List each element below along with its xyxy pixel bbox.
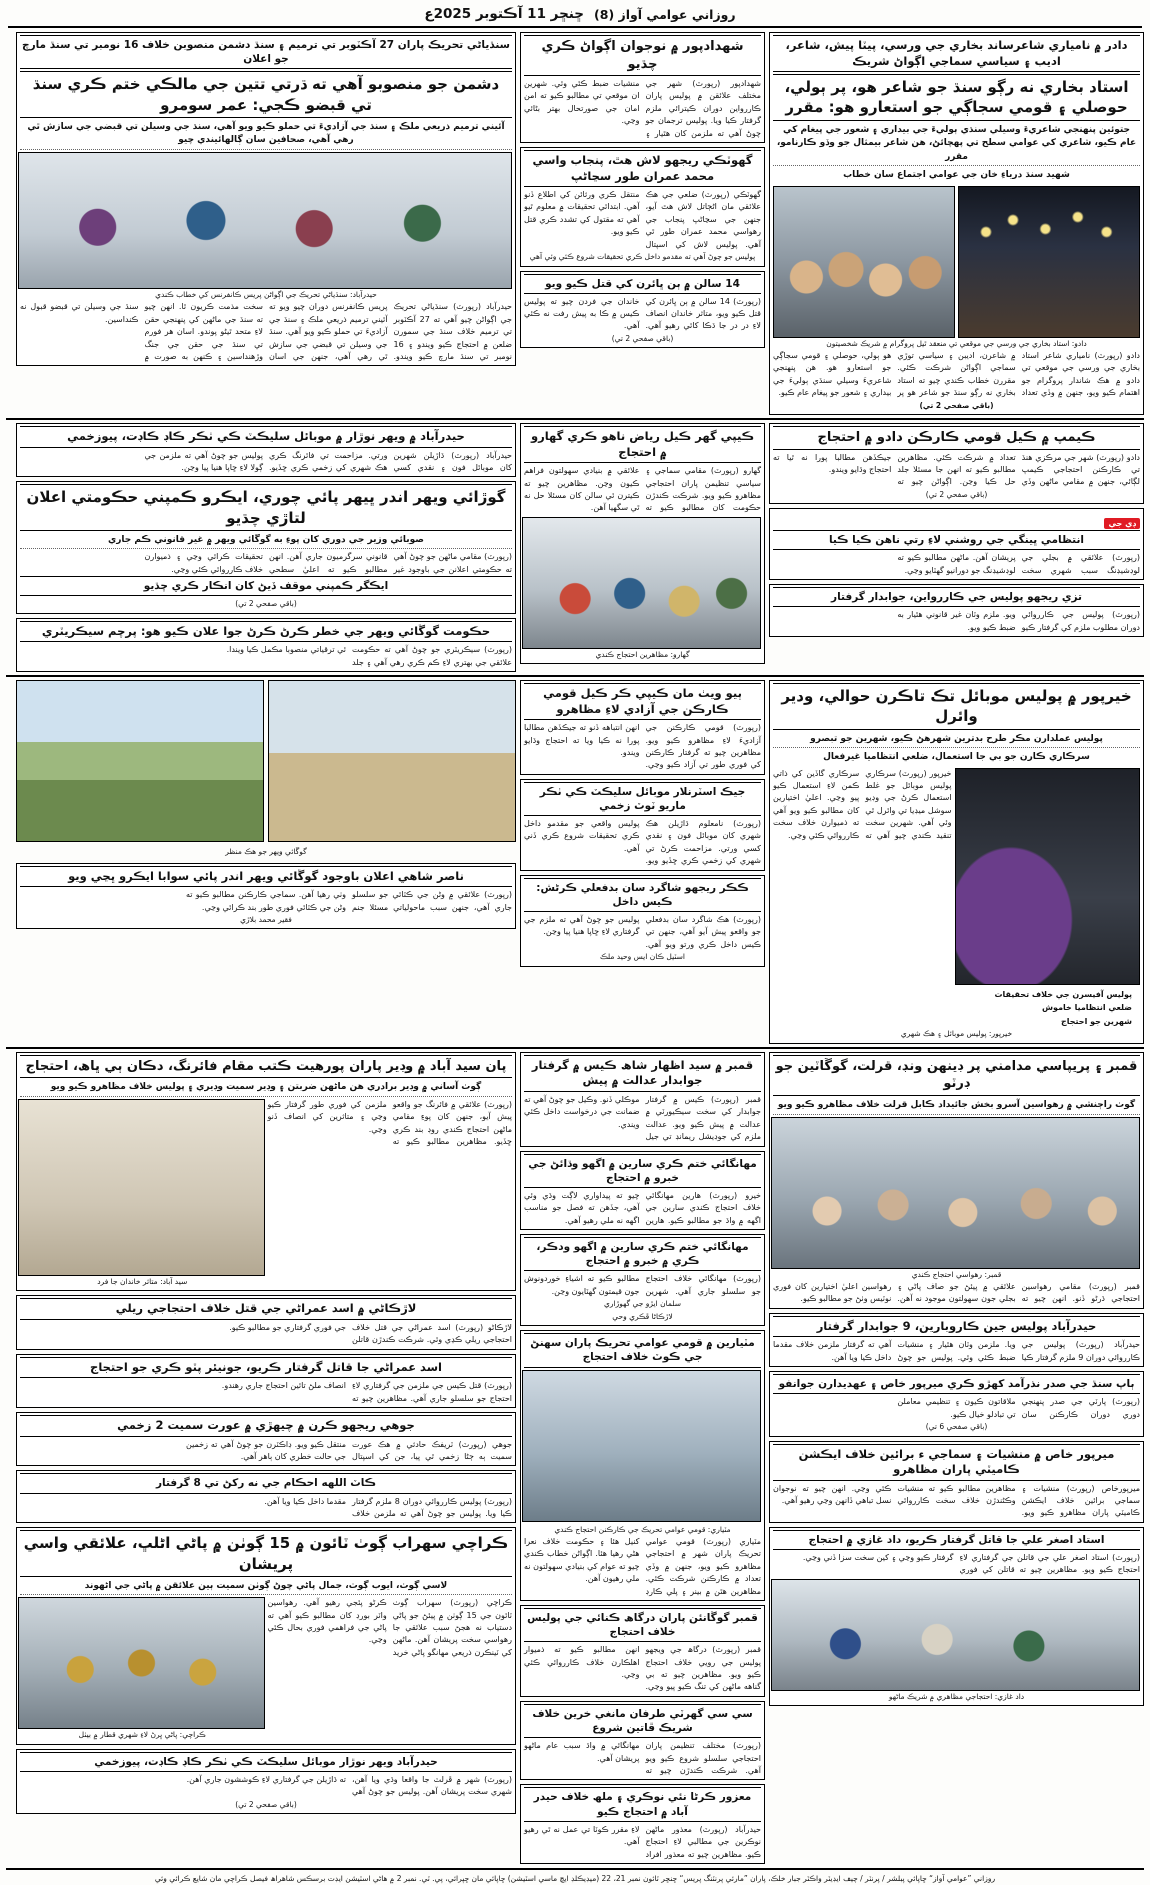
camp-protest-body: دادو (رپورٽ) شهر جي مرڪزي هنڌ تي ڪارڪنن احتجاجي ڪيمپ لڳائي، جنهن ۾ مقامي ماڻهن وڏي تعداد ۾ شرڪت ڪئي. مظاهرين مطالبو ڪيو ته انهن جا مسئلا جلد حل ڪيا وڃن. اڳواڻن چيو ته جيڪڏهن مطالبا پورا نه ٿيا ته احتجاج وڌايو ويندو. — [773, 452, 1140, 487]
article-unemployment — [520, 1784, 765, 1864]
unemployment-headline: معزور ڪرڻا نئي نوڪري ۽ ملھ خلاف حيدر آباد ۾ احتجاج ڪيو — [524, 1787, 761, 1821]
sindhiani-sub: آئيني ترميم ذريعي ملڪ ۽ سنڌ جي آزاديءَ تي حملو ڪيو ويو آهي، سنڌ جي وسيلن تي قبضي جي سازش ٿي رهي آهي، صحافين سان ڳالهائيندي چيو — [20, 120, 512, 150]
larkana2-headline: اسد عمراڻي جا قاتل گرفتار ڪريو، جونيئر پٽو ڪري جو احتجاج — [20, 1357, 512, 1379]
article-dargah — [520, 1605, 765, 1697]
article-martyrs — [520, 32, 765, 143]
third-section — [6, 680, 1144, 1044]
mehngai2-headline: مهانگائي ختم ڪري سارين ۾ اگهو ودڪر، ڪري ۾ خبرو ۾ احتجاج — [524, 1237, 761, 1271]
bab-continue: (باقي صفحي 6 تي) — [925, 1422, 988, 1432]
sgi-body: (رپورٽ) مختلف تنظيمن پاران احتجاجي سلسلو شروع ڪيو ويو آهي. شرڪت ڪندڙن چيو ته مهانگائي ۾ واڌ سبب عام ماڻهو پريشان آهي. — [524, 1741, 761, 1775]
article-firing — [16, 1052, 516, 1292]
qamber-dharna-headline: قمبر ۽ پريپاسي مدامني پر ڊينهن ونڊ، قرلت، گوڱاٽين جو ڊرٽو — [773, 1055, 1140, 1096]
jail-headline: ڪاٽ اللهه احڪام جي نه رکڻ تي 8 گرفتار — [20, 1473, 512, 1493]
photo-water-queue — [18, 1597, 265, 1729]
qamber-dharna-sub: گوٺ راڄنشي ۾ رهواسين آسرو بخش جائيداد ڪابل قرلت خلاف مظاهرو ڪيو ويو — [773, 1098, 1140, 1115]
camp-protest-headline: ڪيمپ ۾ ڪيل قومي ڪارڪن دادو ۾ احتجاج — [773, 426, 1140, 450]
list-item: ضلعي انتظاميا خاموش — [1042, 1003, 1132, 1013]
karachi-sub: لاسي ڳوٺ، ايوب ڳوٺ، جمال پاڻي چوڻ ڳوٺن سميت ٻين علائقن ۾ پاڻي جي اڻهوند — [20, 1579, 512, 1596]
hyd-mobile-continue: (باقي صفحي 2 تي) — [235, 1799, 297, 1809]
article-jail — [16, 1470, 516, 1523]
police-arrest-body: (رپورٽ) پوليس جي ڪارروائي دوران مطلوب ملزم کي گرفتار ڪيو ويو. ملزم وٽان غير قانوني هٿيار به ضبط ڪيو ويو. — [897, 610, 1140, 632]
karachi-headline: ڪراچي سهراب ڳوٺ ٽائون ۾ 15 ڳوٺن ۾ پاڻي اڻلڀ، علائقي واسي پريشان — [20, 1530, 512, 1577]
gov-gutter-body: (رپورٽ) سيڪريٽري جو چوڻ آهي ته حڪومت علائقي جي بهتري لاءِ ڪم ڪري رهي آهي ۽ جلد ئي ترقياتي منصوبا مڪمل ڪيا ويندا. — [226, 645, 512, 667]
poet-event-body: دادو (رپورٽ) نامياري شاعر استاد بخاري جي ورسي جي موقعي تي دادو ۾ هڪ شاندار پروگرام جو اهتمام ڪيو ويو، جنهن ۾ وڏي تعداد ۾ شاعرن، اديبن ۽ سياسي توڙي سماجي اڳواڻن شرڪت ڪئي. مقررن خطاب ڪندي چيو ته استاد بخاري نه رڳو سنڌ جو شاعر هو پر هو ٻولي، حوصلي ۽ قومي سجاڳي جو استعارو هو. هن پنهنجي شاعريءَ وسيلي سنڌي ٻوليءَ جي بيداري ۽ شعور جو پيغام عام ڪيو. — [773, 351, 1140, 398]
qamber-dharna-caption: قمبر: رهواسي احتجاج ڪندي — [911, 1269, 1002, 1279]
body-found-headline: گهوٽڪي ريجھو لاش هٿ، پنجاب واسي محمد عمران طور سڃاڻپ — [524, 150, 761, 187]
gutter-sub: صوبائي وزير جي دوري کان پوءِ به گوڱائي ويھر ۾ غير قانوني ڪم جاري — [20, 533, 512, 550]
khairpur-bullets — [773, 988, 1132, 1029]
martyrs-body: شهدادپور (رپورٽ) شهر جي مختلف علائقن ۾ پوليس پاران ڪاررواين دوران ڪيترائي ملزم گرفتار ڪيا ويا. پوليس ترجمان جو چوڻ آهي ته ملزمن کان هٿيار ۽ منشيات ضبط ڪئي وئي. شهرين ان موقعي تي مطالبو ڪيو ته امن امان جي صورتحال بهتر بڻائي وڃي. — [524, 79, 761, 138]
article-sgi — [520, 1701, 765, 1781]
firing-caption: سيد آباد: متاثر خاندان جا فرد — [97, 1276, 188, 1286]
larkana-body: لاڙڪاڻو (رپورٽ) اسد عمراڻي جي قتل خلاف احتجاجي ريلي ڪڍي وئي. شرڪت ڪندڙن قاتلن جي فوري گرفتاري جو مطالبو ڪيو. — [229, 1322, 512, 1345]
article-camp-protest — [769, 423, 1144, 504]
dargah-headline: قمبر گوڱانئن پاران درگاھ ڪنائي جي پوليس خلاف احتجاج — [524, 1608, 761, 1642]
khairpur-headline: خيرپور ۾ پوليس موبائل تڪ تاڪرن حوالي، ودير وائرل — [773, 683, 1140, 730]
hyd-mobile-body: (رپورٽ) شهر ۾ ڦرلٽ جا واقعا وڌي ويا آهن، شهري سخت پريشان آهن. پوليس جو چوڻ آهي ته ڌاڙيلن جي گرفتاري لاءِ ڪوششون جاري آهن. — [186, 1774, 512, 1797]
section-divider-3 — [6, 1047, 1144, 1049]
sindhiani-body: حيدرآباد (رپورٽ) سنڌياڻي تحريڪ جي اڳواڻن چيو آهي ته 27 آڪٽوبر تي ترميم خلاف سنڌ جي سمورن ضلعن ۾ احتجاج ڪيو ويندو ۽ 16 نومبر تي سنڌ مارچ ڪيو ويندو. پريس ڪانفرنس دوران چيو ويو ته آئيني ترميم ذريعي ملڪ ۽ سنڌ جي آزاديءَ تي حملو ڪيو ويو آهي. سنڌ جي وسيلن تي قبضي جي سازش ٿي رهي آهي، جنهن جي اسان سخت مذمت ڪريون ٿا. انهن چيو ته سنڌ جي ماڻهن کي پنهنجي حقن لاءِ متحد ٿيڻو پوندو. اسان هر فورم تي سنڌ جي حقن جي جنگ وڙهنداسين ۽ ڪنهن به صورت ۾ سنڌ جي وسيلن تي قبضو قبول نه ڪنداسين. — [20, 302, 512, 361]
martyrs-headline: شهدادپور ۾ نوجوان اڳواڻ ڪري چڌيو — [524, 35, 761, 76]
article-camp-gher — [520, 423, 765, 664]
article-mirpur — [769, 1441, 1144, 1523]
hyd-robbery-body: حيدرآباد (رپورٽ) ڌاڙيلن شهرين کان موبائل فون ۽ نقدي کسي ورتي. مزاحمت تي فائرنگ ڪري هڪ شهري کي زخمي ڪري ڇڏيو. پوليس جو چوڻ آهي ته ملزمن جي ڳولا لاءِ ڇاپا هنيا پيا وڃن. — [144, 450, 512, 472]
section-divider-1 — [6, 418, 1144, 420]
accident-headline: جوهي ريجھو ڪرن ۾ چيھڙي ۾ عورت سميت 2 زخمي — [20, 1415, 512, 1437]
second-section — [6, 423, 1144, 672]
tree-byline: فقير محمد بلاڙي — [240, 914, 292, 924]
masthead-date: ڇنڇر 11 آڪتوبر 2025ع — [424, 6, 585, 22]
anti-terror-body: (رپورٽ) علائقي ۾ بجلي جي لوڊشيڊنگ سبب شهري سخت پريشان آهن. ماڻهن مطالبو ڪيو ته لوڊشيڊنگ جو دورانيو گهٽايو وڃي. — [897, 553, 1140, 575]
article-freedom-march — [520, 680, 765, 775]
article-gov-gutter — [16, 618, 516, 672]
article-hyd-robbery — [16, 423, 516, 477]
camp-gher-caption: گھارو: مظاهرين احتجاج ڪندي — [595, 649, 690, 659]
fourth-section — [6, 1052, 1144, 1864]
ustad-headline: استاد اصغر علي جا قاتل گرفتار ڪريو، داد غازي ۾ احتجاج — [773, 1530, 1140, 1550]
poet-event-continue: (باقي صفحي 2 تي) — [919, 400, 994, 410]
photo-ustad-protest — [771, 1579, 1140, 1691]
article-qamber-dharna — [769, 1052, 1144, 1309]
photo-gas-protest — [522, 1370, 761, 1522]
firing-sub: ڳوٺ آساني ۾ وڊير برادري هن ماڻهن ضربتن ۽ وڊير سميت وڊيري ۽ پوليس خلاف مظاهرو ڪيو ويو — [20, 1080, 512, 1097]
killing-headline: 14 سالن ۾ ٻن ڀائرن کي قتل ڪيو ويو — [524, 274, 761, 294]
sgi-headline: سي سي گهرٽي طرفان مانغي خرين خلاف شريڪ ڦاتين شروع — [524, 1704, 761, 1738]
mirpur-body: ميرپورخاص (رپورٽ) منشيات ۽ سماجي برائين خلاف ايڪشن ڪاميٽي پاران مظاهرو ڪيو ويو. مظاهرين مطالبو ڪيو ته منشيات وڪڻندڙن خلاف سخت ڪارروائي ڪئي وڃي. انهن چيو ته نوجوان نسل تباهي ڏانهن وڃي رهيو آهي. — [773, 1483, 1140, 1518]
larkana-headline: لاڙڪاڻي ۾ اسد عمراڻي جي قتل خلاف احتجاجي ريلي — [20, 1298, 512, 1320]
bab-body: (رپورٽ) پارٽي جي صدر پنهنجي دوري دوران ڪارڪنن سان ملاقاتون ڪيون ۽ تنظيمي معاملن تي تبادلو خيال ڪيو. — [897, 1397, 1140, 1419]
gas-protest-caption: مٽياري: قومي عوامي تحريڪ جي ڪارڪنن احتجاج ڪندي — [554, 1524, 731, 1534]
poet-event-caption: دادو: استاد بخاري جي ورسي جي موقعي تي منعقد ٿيل پروگرام ۾ شريڪ شخصيتون — [826, 338, 1087, 348]
gas-protest-headline: مٽيارين ۾ قومي عوامي تحريڪ پاران سهنڻ جي ڪوٽ خلاف احتجاج — [524, 1333, 761, 1367]
camp-protest-continue: (باقي صفحي 2 تي) — [925, 489, 988, 499]
article-body-found — [520, 147, 765, 266]
article-karachi — [16, 1527, 516, 1745]
robbery-headline: جيڪ اسٽرنلار موبائل سليڪٽ ڪي ٺڪر ماريو ٽوٽ زخمي — [524, 782, 761, 816]
student-body: (رپورٽ) هڪ شاگرد سان بدفعلي جو واقعو پيش آيو آهي، جنهن تي ڪيس داخل ڪري ورتو ويو آهي. پوليس جو چوڻ آهي ته ملزم جي گرفتاري لاءِ ڇاپا هنيا پيا وڃن. — [524, 914, 761, 949]
hyd-mobile-headline: حيدرآباد ويھر نوڙار موبائل سليڪٽ ڪي ٺڪر ڪاڊ ڪاڊت، پيوزخمي — [20, 1752, 512, 1772]
bab-headline: ٻاپ سنڌ جي صدر نذرآمد کھڙو ڪري ميرپور خاص ۽ عهديدارن جوانفو — [773, 1374, 1140, 1394]
article-accident — [16, 1412, 516, 1466]
list-item: شهرين جو احتجاج — [1061, 1016, 1132, 1026]
mirpur-headline: ميرپور خاص ۾ منشيات ۽ سماجي ء برائين خلاف ايڪشن ڪاميٽي پاران مظاهرو — [773, 1444, 1140, 1481]
article-tree — [16, 863, 516, 930]
court-body: قمبر (رپورٽ) ڪيس ۾ گرفتار جوابدار کي سخت سيڪيورٽي ۾ عدالت ۾ پيش ڪيو ويو. عدالت ملزم کي جوڊيشل ريمانڊ تي جيل موڪلي ڏنو. وڪيل جو چوڻ آهي ته ضمانت جي درخواست داخل ڪئي ويندي. — [524, 1094, 761, 1142]
article-bab — [769, 1371, 1144, 1436]
poet-event-kicker: دادر ۾ نامياري شاعرساند بخاري جي ورسي، پيٽا پيش، شاعر، اديب ۽ سياسي سماجي اڳواڻ شريڪ — [773, 35, 1140, 72]
mehnga-body: خيرو (رپورٽ) هارين مهانگائي خلاف احتجاج ڪندي سارين جي اگهه ۾ واڌ جو مطالبو ڪيو. هارين چيو ته پيداواري لاڳت وڌي وئي آهي، جڏهن ته فصل جو مناسب اگهه نه ملي رهيو آهي. — [524, 1190, 761, 1225]
mehngai2-byline2: لاڙڪاڻا ڦڪري وحي — [612, 1311, 673, 1321]
sindhiani-caption: حيدرآباد: سنڌياڻي تحريڪ جي اڳواڻن پريس ڪانفرنس کي خطاب ڪندي — [155, 289, 377, 299]
firing-headline: پان سيد آباد ۾ وڊير پاران پورهيت ڪتب مقام فائرنگ، دڪان ٻي ڀاھ، احتجاج — [20, 1055, 512, 1079]
article-killing — [520, 271, 765, 349]
khairpur-caption: خيرپور: پوليس موبائل ۽ هڪ شهري — [900, 1029, 1013, 1039]
photo-gher-protest — [522, 517, 761, 649]
tree-headline: ناصر شاھي اعلان باوجود گوڱائي ويھر اندر پائي سوابا ايڪرو ڀڃي ويو — [20, 866, 512, 888]
article-larkana — [16, 1295, 516, 1349]
photo-dry-trees — [268, 680, 516, 842]
poet-event-headline: استاد بخاري نه رڳو سنڌ جو شاعر هو، پر ٻولي، حوصلي ۽ قومي سجاڳي جو استعارو هو: مقرر — [773, 74, 1140, 121]
sindhiani-headline: دشمن جو منصوبو آهي ته ڌرتي تتين جي مالڪي ختم ڪري سنڌ تي قبضو ڪجي: عمر سومرو — [20, 71, 512, 118]
dargah-body: قمبر (رپورٽ) درگاھ جي ويجهو پوليس جي رويي خلاف احتجاج ڪيو ويو. مظاهرين چيو ته بي گناهه ماڻهن کي تنگ ڪيو پيو وڃي. انهن مطالبو ڪيو ته ذميوار اهلڪارن خلاف ڪارروائي ڪئي وڃي. — [524, 1645, 761, 1692]
article-larkana2 — [16, 1354, 516, 1408]
sindhiani-kicker: سنڌياڻي تحريڪ پاران 27 آڪٽوبر تي ترميم ۽ سنڌ دشمن منصوبن خلاف 16 نومبر تي سنڌ مارچ جو اعلان — [20, 35, 512, 69]
accident-body: جوهي (رپورٽ) ٽريفڪ حادثي ۾ هڪ عورت سميت ٻه ڄڻا زخمي ٿي پيا، جن کي اسپتال منتقل ڪيو ويو. ڊاڪٽرن جو چوڻ آهي ته زخمين جي حالت خطري کان ٻاهر آهي. — [186, 1439, 512, 1461]
photo-press-conference — [18, 152, 512, 289]
article-ustad — [769, 1527, 1144, 1706]
khairpur-sub2: سرڪاري ڪارن جو بي جا استعمال، ضلعي انتظاميا غيرفعال — [823, 752, 1090, 763]
article-khairpur — [769, 680, 1144, 1044]
article-gutter — [16, 481, 516, 613]
article-sindhiani — [16, 32, 516, 366]
gov-gutter-headline: حڪومت گوڱائي ويھر جي خطر ڪرڻ ڪرڻ جوا علان ڪيو هو: پرچم سيڪريٽري — [20, 621, 512, 643]
qamber-dharna-body: قمبر (رپورٽ) مقامي رهواسين احتجاجي ڌرڻو ڏنو. انهن چيو ته علائقي ۾ پيئڻ جو صاف پاڻي ۽ بجلي جون سهولتون موجود نه آهن. رهواسين اعليٰ اختيارين کان فوري نوٽيس وٺڻ جو مطالبو ڪيو. — [773, 1282, 1140, 1304]
article-mehngai2 — [520, 1234, 765, 1326]
killing-continue: (باقي صفحي 2 تي) — [611, 333, 674, 343]
masthead — [8, 4, 1142, 28]
ustad-caption: داد غازي: احتجاجي مظاهري ۾ شريڪ ماڻهو — [888, 1691, 1025, 1701]
photo-green-field — [16, 680, 264, 842]
ustad-body: (رپورٽ) استاد اصغر علي جي قاتلن جي گرفتاري لاءِ احتجاج ڪيو ويو. مظاهرين چيو ته قاتلن کي فوري گرفتار ڪيو وڃي ۽ کين سخت سزا ڏني وڃي. — [802, 1552, 1140, 1575]
article-gas-protest — [520, 1330, 765, 1601]
article-hyd-police — [769, 1313, 1144, 1367]
hyd-robbery-headline: حيدرآباد ۾ ويھر نوڙار ۾ موبائل سليڪٽ ڪي ٺڪر ڪاڊ ڪاڊت، پيوزخمي — [20, 426, 512, 448]
khairpur-body: خيرپور (رپورٽ) سرڪاري پوليس موبائل جو غلط استعمال ڪرڻ جي وڊيو سوشل ميڊيا تي وائرل ٿي وئي آهي. شهرين سخت تنقيد ڪندي چيو آهي ته سرڪاري گاڏين کي ذاتي ڪمن لاءِ استعمال ڪيو پيو وڃي. اعليٰ اختيارين کان مطالبو ڪيو ويو آهي ته ذميوارن خلاف سخت ڪارروائي ڪئي وڃي. — [773, 768, 952, 840]
article-mehnga — [520, 1151, 765, 1231]
student-byline: اسٽيل ڪان ايس وحيد ملڪ — [599, 952, 685, 962]
article-police-arrest — [769, 584, 1144, 637]
anti-terror-headline: انتظامي ڀينگي جي روشني لاءِ رتي ناهن ڪيا ڪيا — [773, 530, 1140, 550]
karachi-caption: ڪراچي: پاڻي ڀرڻ لاءِ شهري قطار ۾ بيٺل — [78, 1730, 206, 1740]
killing-body: (رپورٽ) 14 سالن ۾ ٻن ڀائرن کي قتل ڪيو ويو، متاثر خاندان انصاف لاءِ در در جا ڌڪا کائي رهيو آهي. خاندان جي فردن چيو ته پوليس ڪيس ۾ ڪا به پيش رفت نه ڪئي آهي. — [524, 296, 761, 331]
article-court — [520, 1052, 765, 1147]
mehngai2-body: (رپورٽ) مهانگائي خلاف احتجاج جو سلسلو جاري آهي. شهرين مطالبو ڪيو ته اشياءِ خوردونوش جون قيمتون گهٽايون وڃن. — [524, 1274, 761, 1296]
article-student — [520, 875, 765, 967]
karachi-body: ڪراچي (رپورٽ) سهراب ڳوٺ ٽائون جي 15 ڳوٺن ۾ پيئڻ جو پاڻي دستياب نه هجڻ سبب علائقي جا رهواسي سخت پريشان آهن. ماڻهن کي ٽينڪرن ذريعي مهانگو پاڻي خريد ڪرڻو پئجي رهيو آهي. رهواسين واٽر بورڊ کان مطالبو ڪيو آهي ته پاڻي جي فراهمي فوري بحال ڪئي وڃي. — [267, 1598, 512, 1657]
gutter-body: (رپورٽ) مقامي ماڻهن جو چوڻ آهي ته حڪومتي اعلانن جي باوجود غير قانوني سرگرميون جاري آهن. انهن مطالبو ڪيو ته اعليٰ سطحي تحقيقات ڪرائي وڃي ۽ ذميوارن خلاف ڪارروائي ڪئي وڃي. — [144, 552, 512, 574]
poet-event-sub2: شهيد سنڌ درياءِ خان جي عوامي اجتماع سان خطاب — [843, 170, 1070, 181]
gas-protest-body: مٽياري (رپورٽ) قومي عوامي تحريڪ پاران شهر ۾ احتجاجي مظاهرو ڪيو ويو، جنهن ۾ وڏي تعداد ۾ ڪارڪنن شرڪت ڪئي. مظاهرين هٿن ۾ بينر ۽ پلي ڪارڊ کنيل هئا ۽ حڪومت خلاف نعرا هڻي رهيا هئا. اڳواڻن خطاب ڪندي چيو ته عوام کي بنيادي سهولتون نه ملي رهيون آهن. — [524, 1537, 761, 1596]
photo-qamber-group — [771, 1117, 1140, 1269]
camp-gher-headline: ڪيپي گھر ڪيل رياض ناهو ڪري گھارو ۾ احتجاج — [524, 426, 761, 463]
police-arrest-headline: تزي ريجھو پوليس جي ڪاررواين، جوابدار گرفتار — [773, 587, 1140, 607]
gutter-headline: گوڙائي ويھر اندر ڀيھر پائي چوري، ايڪرو ڪمپني حڪومتي اعلان لتاڙي چڌيو — [20, 484, 512, 531]
article-robbery — [520, 779, 765, 871]
article-poet-event — [769, 32, 1144, 415]
poet-event-sub: جتوئين پنهنجي شاعريءَ وسيلي سنڌي ٻوليءَ جي بيداري ۽ شعور جي پيغام کي عام ڪيو، شاعري کي عوامي سطح تي پهچائڻ، هن شاعر بيمثال جو وڏو ڪارنامو، مقرر — [773, 123, 1140, 167]
body-found-body: گهوٽڪي (رپورٽ) ضلعي جي هڪ علائقي مان اڻڄاتل لاش هٿ آيو، جنهن جي سڃاڻپ پنجاب جي رهواسي محمد عمران طور ٿي آهي. پوليس لاش کي اسپتال منتقل ڪري ورثائن کي اطلاع ڏنو آهي. ابتدائي تحقيقات ۾ معلوم ٿيو آهي ته مقتول کي تشدد ڪري قتل ڪيو ويو. — [524, 190, 761, 249]
gutter-continue: (باقي صفحي 2 تي) — [235, 599, 297, 609]
tree-body: (رپورٽ) علائقي ۾ وڻن جي ڪٽائي جو سلسلو جاري آهي، جنهن سبب ماحولياتي مسئلا جنم وٺي رهيا آهن. سماجي ڪارڪنن مطالبو ڪيو ته وڻن جي ڪٽائي فوري طور بند ڪرائي وڃي. — [186, 890, 512, 912]
mehngai2-byline: سلمان ايڙو جي گهوڙاري — [604, 1299, 681, 1309]
hyd-police-body: حيدرآباد (رپورٽ) پوليس جي ڪارروائي دوران 9 ملزم گرفتار ڪيا ويا. ملزمن وٽان هٿيار ۽ منشيات ضبط ڪئي وئي. پوليس جو چوڻ آهي ته گرفتار ملزمن خلاف مقدما داخل ڪيا ويا آهن. — [773, 1340, 1140, 1362]
gov-gutter-caption: گوڱائي ويھر جو هڪ منظر — [225, 847, 307, 857]
article-hyd-mobile — [16, 1749, 516, 1814]
top-section — [6, 32, 1144, 415]
larkana2-body: (رپورٽ) قتل ڪيس جي ملزمن جي گرفتاري لاءِ احتجاج جو سلسلو جاري آهي. مظاهرين چيو ته انصاف ملڻ تائين احتجاج جاري رهندو. — [221, 1381, 512, 1403]
khairpur-sub: پوليس عملدارن مڪر طرح بدترين شهرهڻ ڪيو، شهرين جو تبصرو — [773, 732, 1140, 749]
article-anti-terror — [769, 508, 1144, 580]
camp-gher-body: گھارو (رپورٽ) مقامي سماجي ۽ سياسي تنظيمن پاران احتجاجي مظاهرو ڪيو ويو. شرڪت ڪندڙن حڪومت کان مطالبو ڪيو ته علائقي ۾ بنيادي سهولتون فراهم ڪيون وڃن. مظاهرين چيو ته ڪيترن ئي سالن کان مسئلا حل نه ٿي سگهيا آهن. — [524, 466, 761, 513]
masthead-left: روزاني عوامي آواز (8) — [594, 6, 736, 22]
unemployment-body: حيدرآباد (رپورٽ) معذور ماڻهن نوڪرين جي مطالبي لاءِ احتجاج ڪيو. مظاهرين چيو ته معذور افراد لاءِ مقرر ڪوٽا تي عمل نه ٿي رهيو آهي. — [524, 1824, 761, 1859]
photo-police-mobile — [955, 768, 1140, 985]
freedom-march-headline: ٻيو ويٺ مان ڪيپي ڪر ڪيل قومي ڪارڪن جي آزادي لاءِ مظاهرو — [524, 683, 761, 720]
gutter-sub2: ايڪگر ڪمپني موقف ڏيڻ کان انڪار ڪري چڌيو — [20, 576, 512, 596]
court-headline: قمبر ۾ سيد اظهار شاھ ڪيس ۾ گرفتار جوابدار عدالت ۾ پيش — [524, 1055, 761, 1092]
page-footer: روزاني ”عوامي آواز“ ڇاپائي پبلشر / پرنٽر / چيف ايڊيٽر واڪٽر جبار خلڪ، پاران ”مارئي پرنٽنگ پريس“ ڇنڇر ٽائون نمبر 21، 22 (ميڊيڪلڊ ايڇ ماسي اسٽيشن) ڇاپائي مان ڇپرائي، پي. ٽي. نمبر 2 ۾ هاڻي اسٽيشن ايڊت برسڪس شاهراھ فيصل ڪراچي مان شايع ڪرائي وئي — [6, 1868, 1144, 1885]
mehnga-headline: مهانگائي ختم ڪري سارين ۾ اگهو وڌائڻ جي خبرو ۾ احتجاج — [524, 1154, 761, 1188]
student-headline: ڪڪر ريجھو شاگرد سان بدفعلي ڪرڻش: ڪيس داخل — [524, 878, 761, 912]
photo-poet-panel — [773, 186, 955, 338]
list-item: پوليس آفيسرن جي خلاف تحقيقات — [994, 989, 1132, 999]
photo-firing-victims — [18, 1099, 265, 1276]
robbery-body: (رپورٽ) نامعلوم ڌاڙيلن هڪ شهري کان موبائل فون ۽ نقدي کسي ورتي. مزاحمت ڪرڻ تي شهري کي زخمي ڪري ڇڏيو ويو. پوليس واقعي جو مقدمو داخل ڪري تحقيقات شروع ڪري ڏني آهي. — [524, 819, 761, 866]
section-divider-2 — [6, 675, 1144, 677]
body-found-sub: پوليس جو چوڻ آهي ته مقدمو داخل ڪري تحقيقات شروع ڪئي وئي آهي — [529, 252, 756, 262]
firing-body: (رپورٽ) علائقي ۾ فائرنگ جو واقعو پيش آيو، جنهن کان پوءِ مقامي ماڻهن احتجاج ڪندي روڊ بند ڪري ڇڏيو. مظاهرين مطالبو ڪيو ته ملزمن کي فوري طور گرفتار ڪيو وڃي ۽ متاثرين کي انصاف ڏنو وڃي. — [267, 1099, 512, 1147]
photo-night-event — [958, 186, 1140, 338]
hyd-police-headline: حيدرآباد پوليس جين ڪاروبارين، 9 جوابدار گرفتار — [773, 1316, 1140, 1338]
freedom-march-body: (رپورٽ) قومي ڪارڪنن جي آزاديءَ لاءِ مظاهرو ڪيو ويو. مظاهرين چيو ته گرفتار ڪارڪنن کي فوري طور تي آزاد ڪيو وڃي. انهن انتباهه ڏنو ته جيڪڏهن مطالبا پورا نه ڪيا ويا ته احتجاج وڌايو ويندو. — [524, 723, 761, 770]
status-badge: ڊي جي — [1104, 518, 1140, 529]
jail-body: (رپورٽ) پوليس ڪارروائي دوران 8 ملزم گرفتار ڪيا ويا. پوليس جو چوڻ آهي ته ملزمن خلاف مقدما داخل ڪيا ويا آهن. — [264, 1496, 512, 1518]
